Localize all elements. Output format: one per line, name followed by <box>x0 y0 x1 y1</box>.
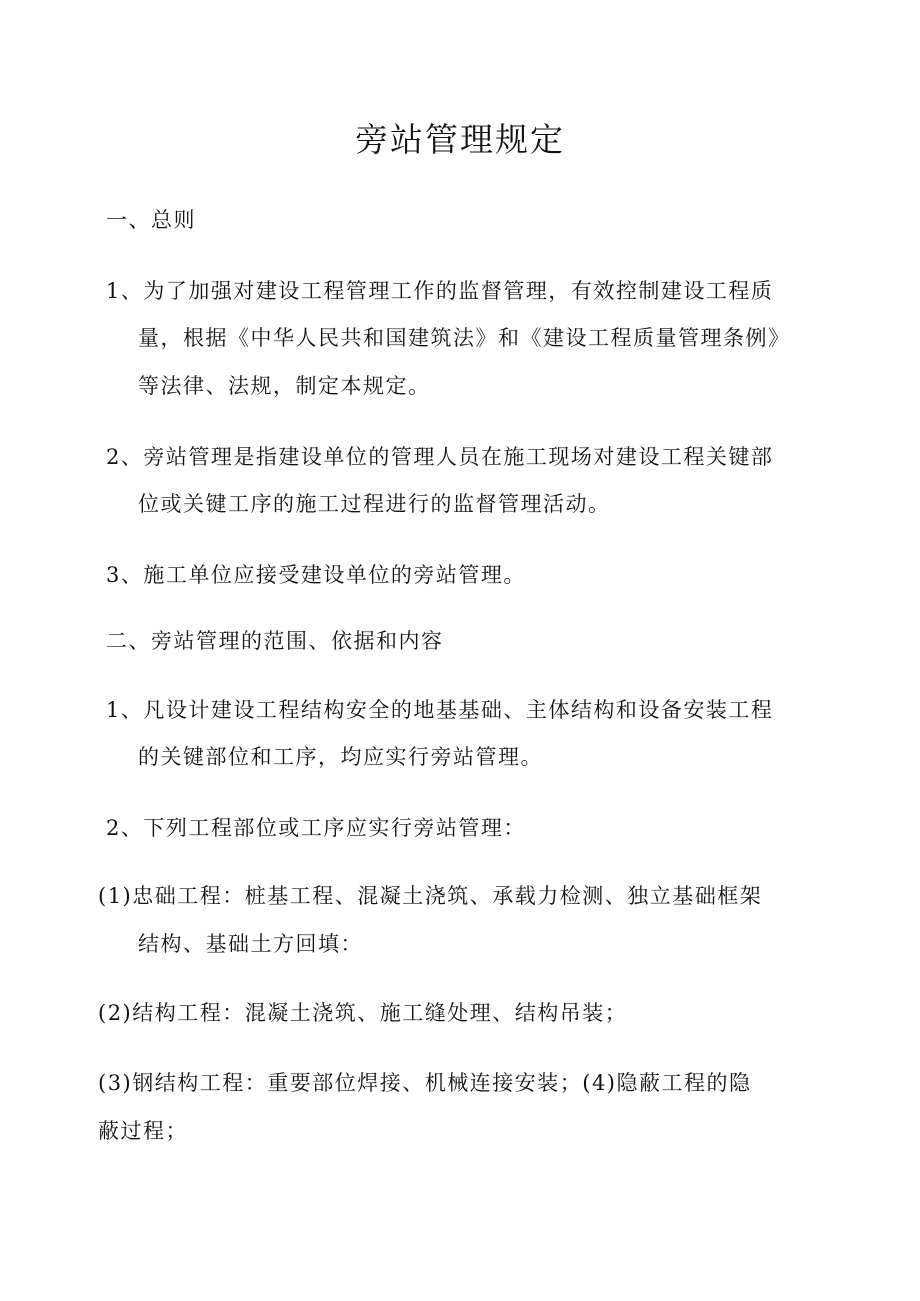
paragraph-line: 等法律、法规，制定本规定。 <box>138 374 431 398</box>
paragraph-line: 蔽过程； <box>98 1119 188 1143</box>
paragraph-line: 量，根据《中华人民共和国建筑法》和《建设工程质量管理条例》 <box>138 326 791 350</box>
section-heading-scope: 二、旁站管理的范围、依据和内容 <box>106 629 444 653</box>
paragraph-line: 结构、基础土方回填： <box>138 932 363 956</box>
paragraph-line: 位或关键工序的施工过程进行的监督管理活动。 <box>138 492 611 516</box>
paragraph-line: 3、施工单位应接受建设单位的旁站管理。 <box>106 563 526 587</box>
paragraph-line: (2)结构工程：混凝土浇筑、施工缝处理、结构吊装； <box>98 1001 628 1025</box>
document-title: 旁站管理规定 <box>355 120 565 159</box>
paragraph-line: 1、凡设计建设工程结构安全的地基基础、主体结构和设备安装工程 <box>106 698 774 722</box>
paragraph-line: (3)钢结构工程：重要部位焊接、机械连接安装；(4)隐蔽工程的隐 <box>98 1071 752 1095</box>
paragraph-line: 的关键部位和工序，均应实行旁站管理。 <box>138 745 543 769</box>
section-heading-general: 一、总则 <box>106 208 196 232</box>
paragraph-line: 2、下列工程部位或工序应实行旁站管理： <box>106 816 526 840</box>
paragraph-line: 1、为了加强对建设工程管理工作的监督管理，有效控制建设工程质 <box>106 279 774 303</box>
paragraph-line: 2、旁站管理是指建设单位的管理人员在施工现场对建设工程关键部 <box>106 445 774 469</box>
paragraph-line: (1)忠础工程：桩基工程、混凝土浇筑、承载力检测、独立基础框架 <box>98 884 763 908</box>
